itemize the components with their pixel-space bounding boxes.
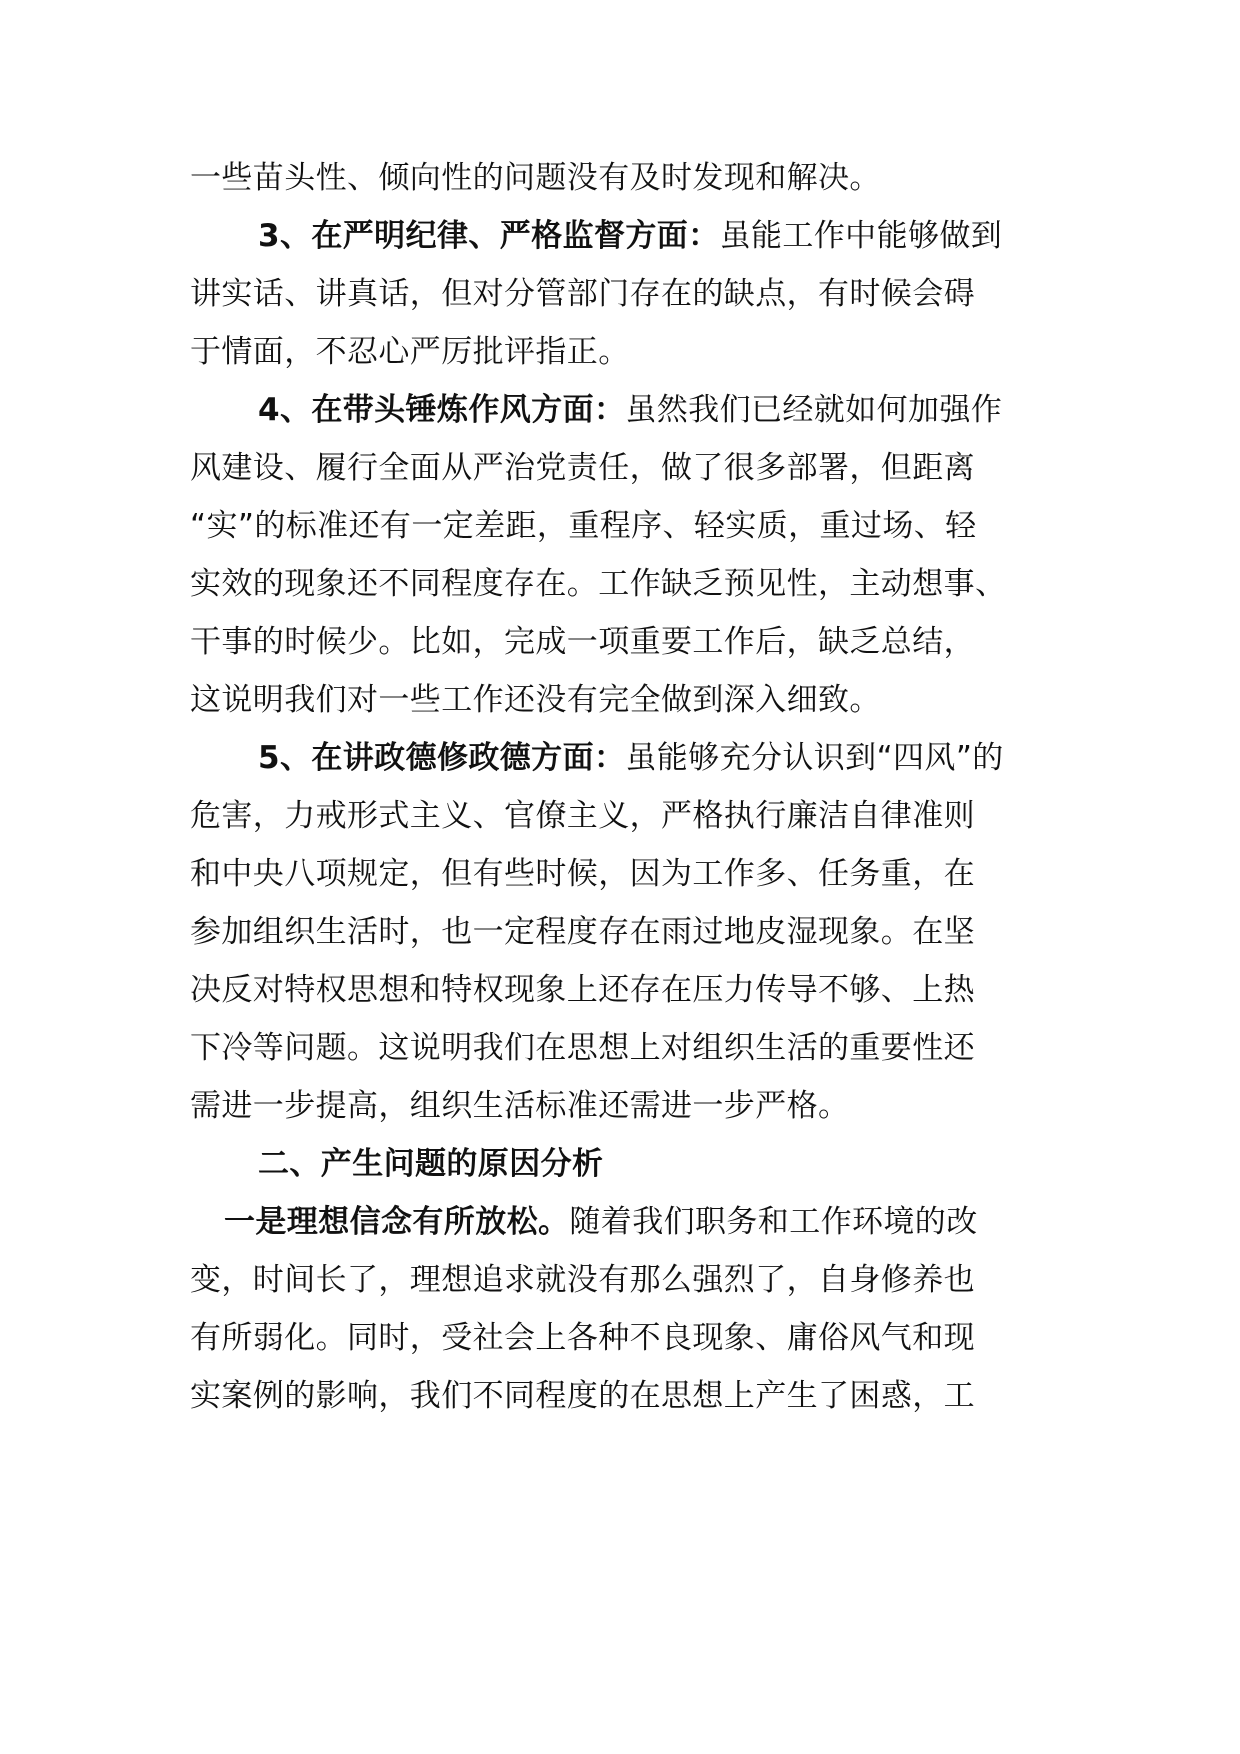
- text-run: 虽然我们已经就如何加强作: [625, 392, 1003, 428]
- text-line: [224, 1202, 1070, 1242]
- text-line: [190, 970, 1070, 1010]
- text-line: [190, 158, 1070, 198]
- text-line: [190, 854, 1070, 894]
- text-run: 变，时间长了，理想追求就没有那么强烈了，自身修养也: [190, 1262, 975, 1298]
- bold-text-run: 二、产生问题的原因分析: [258, 1146, 604, 1182]
- text-run: 讲实话、讲真话，但对分管部门存在的缺点，有时候会碍: [190, 276, 975, 312]
- text-line: [258, 1144, 1070, 1184]
- text-line: [190, 274, 1070, 314]
- text-run: 需进一步提高，组织生活标准还需进一步严格。: [190, 1088, 850, 1124]
- text-line: [190, 1260, 1070, 1300]
- text-line: [190, 680, 1070, 720]
- text-line: [190, 506, 1070, 546]
- text-line: [190, 912, 1070, 952]
- text-run: 一些苗头性、倾向性的问题没有及时发现和解决。: [190, 160, 881, 196]
- text-run: 实效的现象还不同程度存在。工作缺乏预见性，主动想事、: [190, 566, 1007, 602]
- text-run: 这说明我们对一些工作还没有完全做到深入细致。: [190, 682, 881, 718]
- text-line: [190, 332, 1070, 372]
- bold-text-run: 5、在讲政德修政德方面：: [258, 740, 626, 776]
- text-run: 虽能够充分认识到“四风”的: [625, 740, 1004, 776]
- text-run: 和中央八项规定，但有些时候，因为工作多、任务重，在: [190, 856, 975, 892]
- text-line: [190, 1376, 1070, 1416]
- text-run: 有所弱化。同时，受社会上各种不良现象、庸俗风气和现: [190, 1320, 975, 1356]
- text-line: [190, 1086, 1070, 1126]
- text-line: [258, 216, 1070, 256]
- text-run: 参加组织生活时，也一定程度存在雨过地皮湿现象。在坚: [190, 914, 975, 950]
- bold-text-run: 3、在严明纪律、严格监督方面：: [258, 218, 720, 254]
- text-run: “实”的标准还有一定差距，重程序、轻实质，重过场、轻: [190, 508, 977, 544]
- text-run: 决反对特权思想和特权现象上还存在压力传导不够、上热: [190, 972, 975, 1008]
- bold-text-run: 4、在带头锤炼作风方面：: [258, 392, 626, 428]
- text-line: [190, 564, 1070, 604]
- text-line: [258, 390, 1070, 430]
- text-run: 危害，力戒形式主义、官僚主义，严格执行廉洁自律准则: [190, 798, 975, 834]
- text-line: [258, 738, 1070, 778]
- text-run: 于情面，不忍心严厉批评指正。: [190, 334, 630, 370]
- text-line: [190, 1028, 1070, 1068]
- text-line: [190, 622, 1070, 662]
- text-line: [190, 1318, 1070, 1358]
- text-run: 下冷等问题。这说明我们在思想上对组织生活的重要性还: [190, 1030, 975, 1066]
- bold-text-run: 一是理想信念有所放松。: [224, 1204, 570, 1240]
- text-line: [190, 796, 1070, 836]
- text-line: [190, 448, 1070, 488]
- text-run: 实案例的影响，我们不同程度的在思想上产生了困惑，工: [190, 1378, 975, 1414]
- text-run: 虽能工作中能够做到: [719, 218, 1003, 254]
- text-run: 干事的时候少。比如，完成一项重要工作后，缺乏总结，: [190, 624, 975, 660]
- text-run: 风建设、履行全面从严治党责任，做了很多部署，但距离: [190, 450, 975, 486]
- text-run: 随着我们职务和工作环境的改: [569, 1204, 978, 1240]
